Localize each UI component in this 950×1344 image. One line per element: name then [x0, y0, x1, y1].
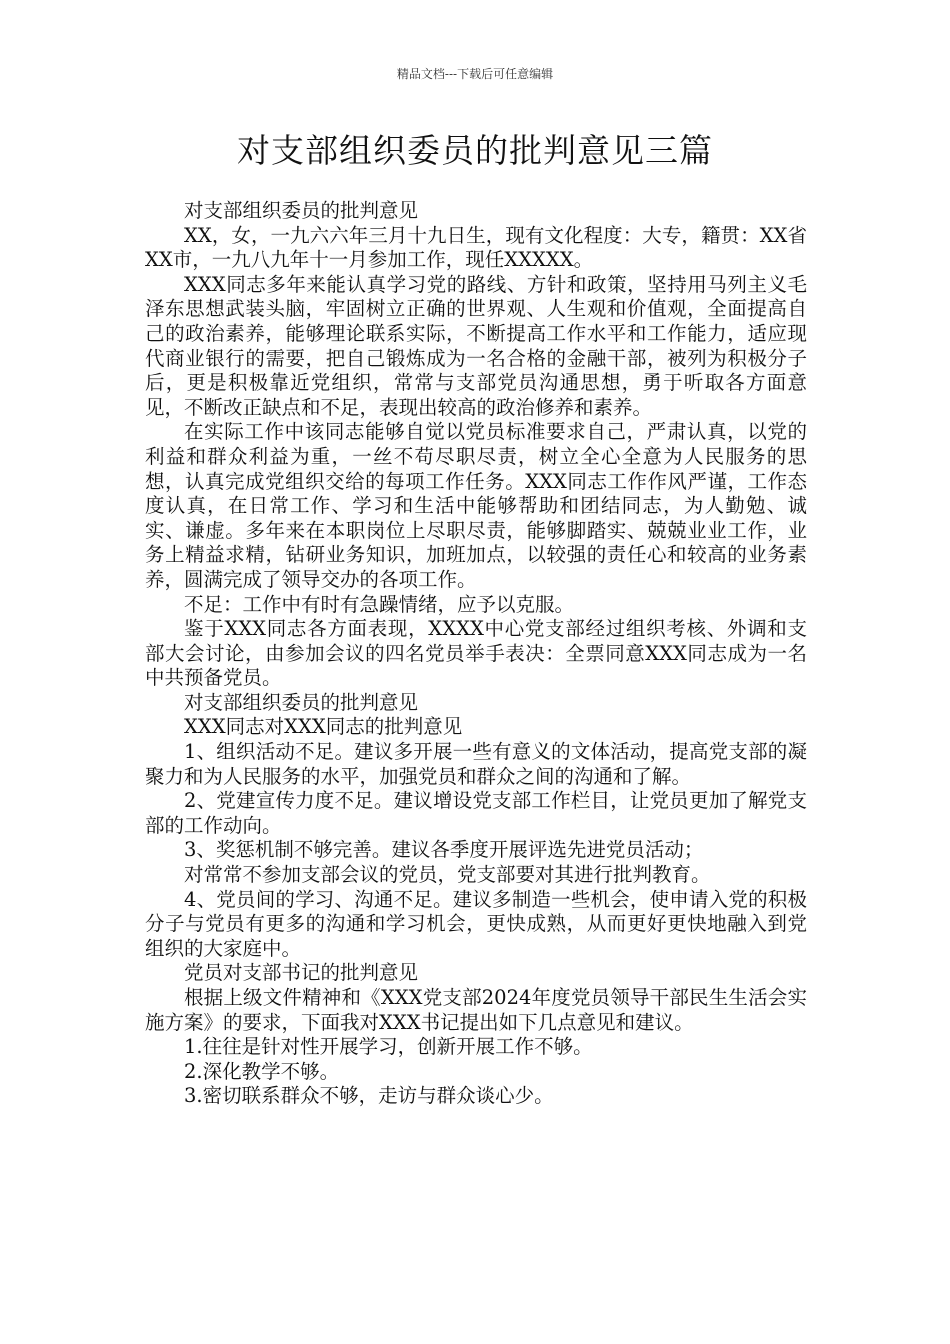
list-item-2: 2、党建宣传力度不足。建议增设党支部工作栏目，让党员更加了解党支部的工作动向。: [145, 789, 807, 837]
paragraph-shortcomings: 不足：工作中有时有急躁情绪，应予以克服。: [184, 592, 575, 616]
list-item-1: 1、组织活动不足。建议多开展一些有意义的文体活动，提高党支部的凝聚力和为人民服务的水平，加强党员和群众之间的沟通和了解。: [145, 740, 807, 788]
page-header: 精品文档---下载后可任意编辑: [396, 67, 554, 81]
list-item-3-continued: 对常常不参加支部会议的党员，党支部要对其进行批判教育。: [184, 863, 711, 887]
section-heading-3: 党员对支部书记的批判意见: [184, 961, 419, 985]
document-title: 对支部组织委员的批判意见三篇: [237, 131, 713, 170]
paragraph-work-performance: 在实际工作中该同志能够自觉以党员标准要求自己，严肃认真，以党的利益和群众利益为重，一丝不苟尽职尽责，树立全心全意为人民服务的思想，认真完成党组织交给的每项工作任务。XXX同志工作作风严谨，工作态度认真，在日常工作、学习和生活中能够帮助和团结同志，为人勤勉、诚实、谦虚。多年来在本职岗位上尽职尽责，能够脚踏实、兢兢业业工作，业务上精益求精，钻研业务知识，加班加点，以较强的责任心和较高的业务素养，圆满完成了领导交办的各项工作。: [145, 420, 807, 591]
point-item-3: 3.密切联系群众不够，走访与群众谈心少。: [184, 1084, 554, 1108]
section-heading-1: 对支部组织委员的批判意见: [184, 199, 419, 222]
document-body: [145, 199, 807, 1109]
list-item-4: 4、党员间的学习、沟通不足。建议多制造一些机会，使申请入党的积极分子与党员有更多的沟通和学习机会，更快成熟，从而更好更快地融入到党组织的大家庭中。: [145, 887, 807, 960]
paragraph-personal-info: XX，女，一九六六年三月十九日生，现有文化程度：大专，籍贯：XX省XX市，一九八九年十一月参加工作，现任XXXXX。: [145, 223, 807, 272]
section-heading-2: 对支部组织委员的批判意见: [184, 690, 419, 714]
paragraph-vote-result: 鉴于XXX同志各方面表现，XXXX中心党支部经过组织考核、外调和支部大会讨论，由参加会议的四名党员举手表决：全票同意XXX同志成为一名中共预备党员。: [145, 617, 807, 690]
point-item-1: 1.往往是针对性开展学习，创新开展工作不够。: [184, 1035, 593, 1059]
paragraph-intro-3: 根据上级文件精神和《XXX党支部2024年度党员领导干部民生生活会实施方案》的要求，下面我对XXX书记提出如下几点意见和建议。: [145, 986, 807, 1034]
list-item-3: 3、奖惩机制不够完善。建议各季度开展评选先进党员活动；: [184, 838, 704, 862]
paragraph-political-study: XXX同志多年来能认真学习党的路线、方针和政策，坚持用马列主义毛泽东思想武装头脑，牢固树立正确的世界观、人生观和价值观，全面提高自己的政治素养，能够理论联系实际，不断提高工作水平和工作能力，适应现代商业银行的需要，把自己锻炼成为一名合格的金融干部，被列为积极分子后，更是积极靠近党组织，常常与支部党员沟通思想，勇于听取各方面意见，不断改正缺点和不足，表现出较高的政治修养和素养。: [145, 272, 807, 419]
section-subheading-2: XXX同志对XXX同志的批判意见: [184, 715, 463, 739]
point-item-2: 2.深化教学不够。: [184, 1059, 340, 1083]
